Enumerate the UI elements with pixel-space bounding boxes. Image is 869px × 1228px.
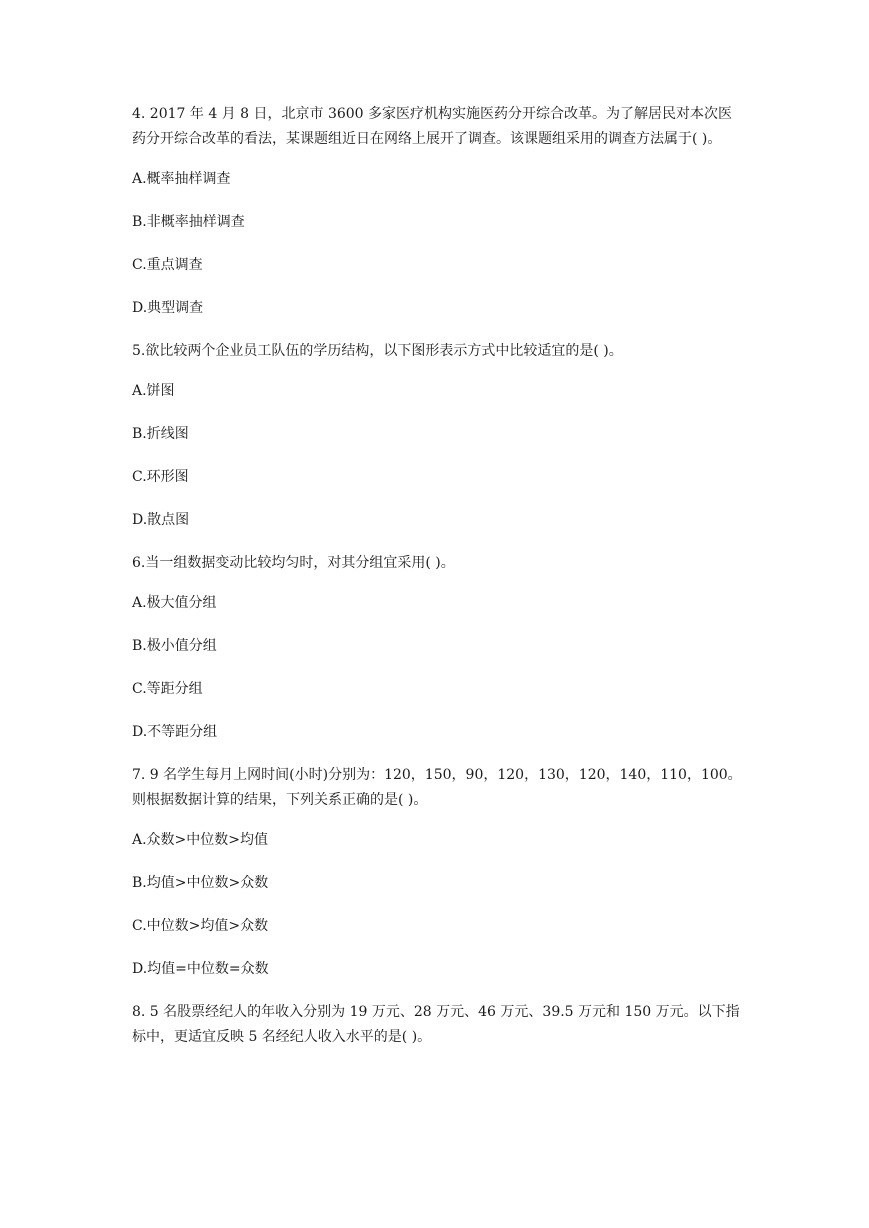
option-b: B.非概率抽样调查: [132, 214, 245, 230]
question-stem: 4. 2017 年 4 月 8 日，北京市 3600 多家医疗机构实施医药分开综合改革。为了解居民对本次医药分开综合改革的看法，某课题组近日在网络上展开了调查。该课题组采用的调查方法属于( )。: [132, 106, 733, 147]
option-a: A.饼图: [132, 383, 175, 399]
option-b: B.均值>中位数>众数: [132, 875, 269, 891]
question-8: [132, 1000, 742, 1050]
question-stem: 7. 9 名学生每月上网时间(小时)分别为：120，150，90，120，130，120，140，110，100。则根据数据计算的结果，下列关系正确的是( )。: [132, 767, 742, 808]
question-stem: 6.当一组数据变动比较均匀时，对其分组宜采用( )。: [132, 555, 455, 571]
option-a: A.众数>中位数>均值: [132, 832, 269, 848]
question-stem: 5.欲比较两个企业员工队伍的学历结构，以下图形表示方式中比较适宜的是( )。: [132, 343, 623, 359]
question-4: [132, 102, 742, 321]
question-stem: 8. 5 名股票经纪人的年收入分别为 19 万元、28 万元、46 万元、39.5 万元和 150 万元。以下指标中，更适宜反映 5 名经纪人收入水平的是( )。: [132, 1004, 740, 1045]
option-c: C.环形图: [132, 469, 189, 485]
option-d: D.不等距分组: [132, 724, 218, 740]
option-c: C.等距分组: [132, 681, 203, 697]
option-c: C.重点调查: [132, 257, 203, 273]
option-a: A.概率抽样调查: [132, 171, 231, 187]
question-7: [132, 763, 742, 982]
option-d: D.散点图: [132, 512, 190, 528]
option-d: D.典型调查: [132, 300, 204, 316]
question-5: [132, 339, 742, 533]
option-a: A.极大值分组: [132, 595, 217, 611]
question-6: [132, 551, 742, 745]
option-c: C.中位数>均值>众数: [132, 918, 269, 934]
option-b: B.极小值分组: [132, 638, 217, 654]
document-page: [132, 102, 742, 1065]
option-b: B.折线图: [132, 426, 189, 442]
option-d: D.均值=中位数=众数: [132, 961, 269, 977]
